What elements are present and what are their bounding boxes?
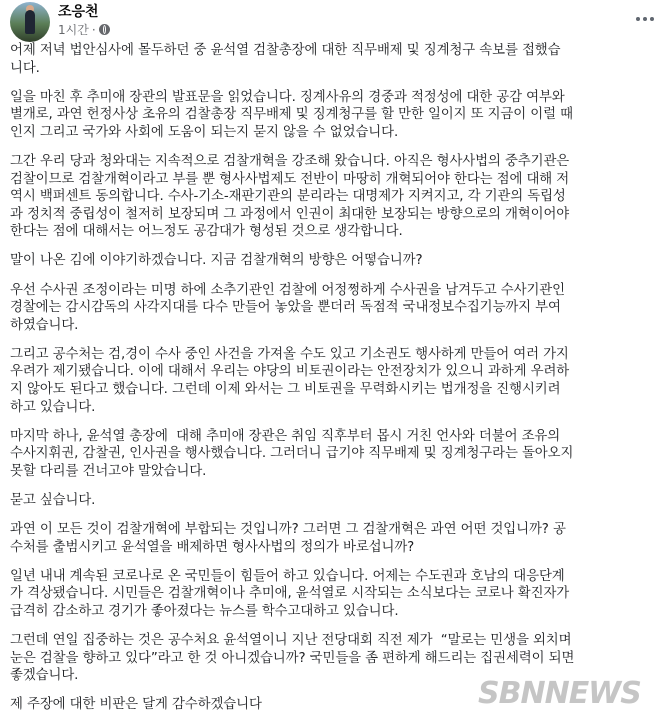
post-paragraph: 과연 이 모든 것이 검찰개혁에 부합되는 것입니까? 그러면 그 검찰개혁은 과연 어떤 것입니까? 공 수처를 출범시키고 윤석열을 배제하면 형사사법의 정의가 바로섭니까?: [10, 522, 566, 555]
post-paragraph: 마지막 하나, 윤석열 총장에 대해 추미애 장관은 취임 직후부터 몹시 거친 언사와 더불어 조유의 수사지휘권, 감찰권, 인사권을 행사했습니다. 그러더니 급기야 직무배제 및 징계청구라는 돌아오지 못할 다리를 건너고야 말았습니다.: [10, 428, 574, 479]
post-meta: [58, 21, 110, 38]
post-paragraph: 일을 마친 후 추미애 장관의 발표문을 읽었습니다. 징계사유의 경중과 적정성에 대한 공감 여부와 별개로, 과연 헌정사상 초유의 검찰총장 직무배제 및 징계청구를 할 만한 일이지 또 지금이 이럴 때 인지 그리고 국가와 사회에 도움이 되는지 묻지 않을 수 없었습니다.: [10, 89, 573, 140]
globe-icon[interactable]: [99, 24, 110, 35]
separator-dot: ·: [91, 22, 96, 37]
more-options-icon[interactable]: [628, 7, 662, 31]
watermark: SBNNEWS: [478, 676, 641, 711]
post-paragraph: 제 주장에 대한 비판은 달게 감수하겠습니다: [10, 697, 262, 713]
post-paragraph: 일년 내내 계속된 코로나로 온 국민들이 힘들어 하고 있습니다. 어제는 수도권과 호남의 대응단계 가 격상됐습니다. 시민들은 검찰개혁이나 추미애, 윤석열로 시작되는 소식보다는 코로나 확진자가 급격히 감소하고 경기가 좋아졌다는 뉴스를 학수고대하고 있습니다.: [10, 568, 570, 619]
post-header: [0, 0, 672, 46]
avatar[interactable]: [10, 2, 50, 42]
post-body: [10, 42, 658, 725]
post-paragraph: 그런데 연일 집중하는 것은 공수처요 윤석열이니 지난 전당대회 직전 제가 “말로는 민생을 외치며 눈은 검찰을 향하고 있다”라고 한 것 아니겠습니까? 국민들을 좀 편하게 해드리는 집권세력이 되면 좋겠습니다.: [10, 633, 575, 684]
author-name[interactable]: 조응천: [58, 4, 99, 20]
post-paragraph: 우선 수사권 조정이라는 미명 하에 소추기관인 검찰에 어정쩡하게 수사권을 남겨두고 수사기관인 경찰에는 감시감독의 사각지대를 다수 만들어 놓았을 뿐더러 독점적 국내정보수집기능까지 부여 하였습니다.: [10, 282, 565, 333]
post-paragraph: 그간 우리 당과 청와대는 지속적으로 검찰개혁을 강조해 왔습니다. 아직은 형사사법의 중추기관은 검찰이므로 검찰개혁이라고 부를 뿐 형사사법제도 전반이 마땅히 개혁되어야 한다는 점에 대해 저 역시 백퍼센트 동의합니다. 수사-기소-재판기관의 분리라는 대명제가 지켜지고, 각 기관의 독립성 과 정치적 중립성이 철저히 보장되며 그 과정에서 인권이 최대한 보장되는 방향으로의 개혁이어야 한다는 점에 대해서는 어느정도 공감대가 형성된 것으로 생각합니다.: [10, 153, 570, 240]
post-paragraph: 묻고 싶습니다.: [10, 492, 96, 508]
post-paragraph: 어제 저녁 법안심사에 몰두하던 중 윤석열 검찰총장에 대한 직무배제 및 징계청구 속보를 접했습 니다.: [10, 43, 561, 76]
avatar-figure-body: [25, 10, 35, 34]
post-paragraph: 그리고 공수처는 검,경이 수사 중인 사건을 가져올 수도 있고 기소권도 행사하게 만들어 여러 가지 우려가 제기됐습니다. 이에 대해서 우리는 야당의 비토권이라는 안전장치가 있으니 과하게 우려하 지 않아도 된다고 했습니다. 그런데 이제 와서는 그 비토권을 무력화시키는 법개정을 진행시키려 하고 있습니다.: [10, 346, 570, 415]
post-paragraph: 말이 나온 김에 이야기하겠습니다. 지금 검찰개혁의 방향은 어떻습니까?: [10, 253, 423, 269]
post-time[interactable]: 1시간: [58, 23, 89, 37]
